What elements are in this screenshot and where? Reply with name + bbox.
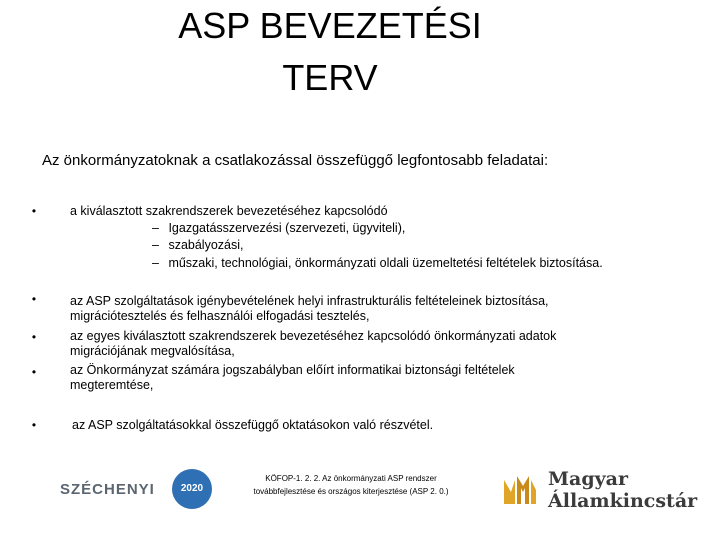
bullet-item	[70, 363, 515, 393]
bullet-line: az ASP szolgáltatások igénybevételének helyi infrastrukturális feltételeinek biztosítása,	[70, 294, 549, 308]
bullet-marker: •	[31, 365, 37, 379]
bullet-item	[72, 418, 433, 433]
bullet-line: megteremtése,	[70, 378, 154, 392]
title-line-1: ASP BEVEZETÉSI	[178, 5, 482, 46]
dash-marker: –	[152, 238, 159, 252]
section-heading: Az önkormányzatoknak a csatlakozással összefüggő legfontosabb feladatai:	[42, 152, 549, 169]
sub-item-text: műszaki, technológiai, önkormányzati oldali üzemeltetési feltételek biztosítása.	[168, 256, 603, 270]
bullet-marker: •	[31, 330, 37, 344]
bullet-line: az ASP szolgáltatásokkal összefüggő oktatásokon való részvétel.	[72, 418, 434, 432]
sub-item	[152, 256, 603, 271]
bullet-marker: •	[31, 204, 37, 218]
szechenyi-wordmark: SZÉCHENYI	[60, 481, 155, 498]
sub-item	[152, 238, 243, 253]
footer-line-1: KÖFOP-1. 2. 2. Az önkormányzati ASP rendszer	[265, 474, 437, 483]
bullet-marker: •	[31, 292, 37, 306]
szechenyi-year: 2020	[180, 483, 204, 494]
footer-line-2: továbbfejlesztése és országos kiterjesztése (ASP 2. 0.)	[253, 487, 449, 496]
bullet-line: az egyes kiválasztott szakrendszerek bevezetéséhez kapcsolódó önkormányzati adatok	[70, 329, 557, 343]
sub-item	[152, 221, 405, 236]
sub-item-text: szabályozási,	[168, 238, 244, 252]
bullet-line: migrációtesztelés és felhasználói elfogadási tesztelés,	[70, 309, 370, 323]
magyar-allamkincstar-logo	[502, 468, 702, 518]
page-title	[150, 0, 510, 104]
bullet-item	[70, 294, 549, 324]
dash-marker: –	[152, 256, 159, 270]
sub-item-text: Igazgatásszervezési (szervezeti, ügyviteli),	[168, 221, 406, 235]
mak-wordmark-line-2: Államkincstár	[548, 490, 698, 512]
bullet-line: az Önkormányzat számára jogszabályban előírt informatikai biztonsági feltételek	[70, 363, 515, 377]
bullet-line: migrációjának megvalósítása,	[70, 344, 235, 358]
title-line-2: TERV	[282, 57, 378, 98]
bullet-item	[70, 329, 556, 359]
dash-marker: –	[152, 221, 159, 235]
szechenyi-2020-logo	[60, 465, 210, 515]
mak-wordmark-line-1: Magyar	[548, 468, 628, 490]
bullet-item	[70, 204, 388, 219]
bullet-line: a kiválasztott szakrendszerek bevezetéséhez kapcsolódó	[70, 204, 388, 218]
bullet-marker: •	[31, 418, 37, 432]
project-footer	[232, 472, 470, 498]
mak-crown-icon	[502, 472, 538, 508]
